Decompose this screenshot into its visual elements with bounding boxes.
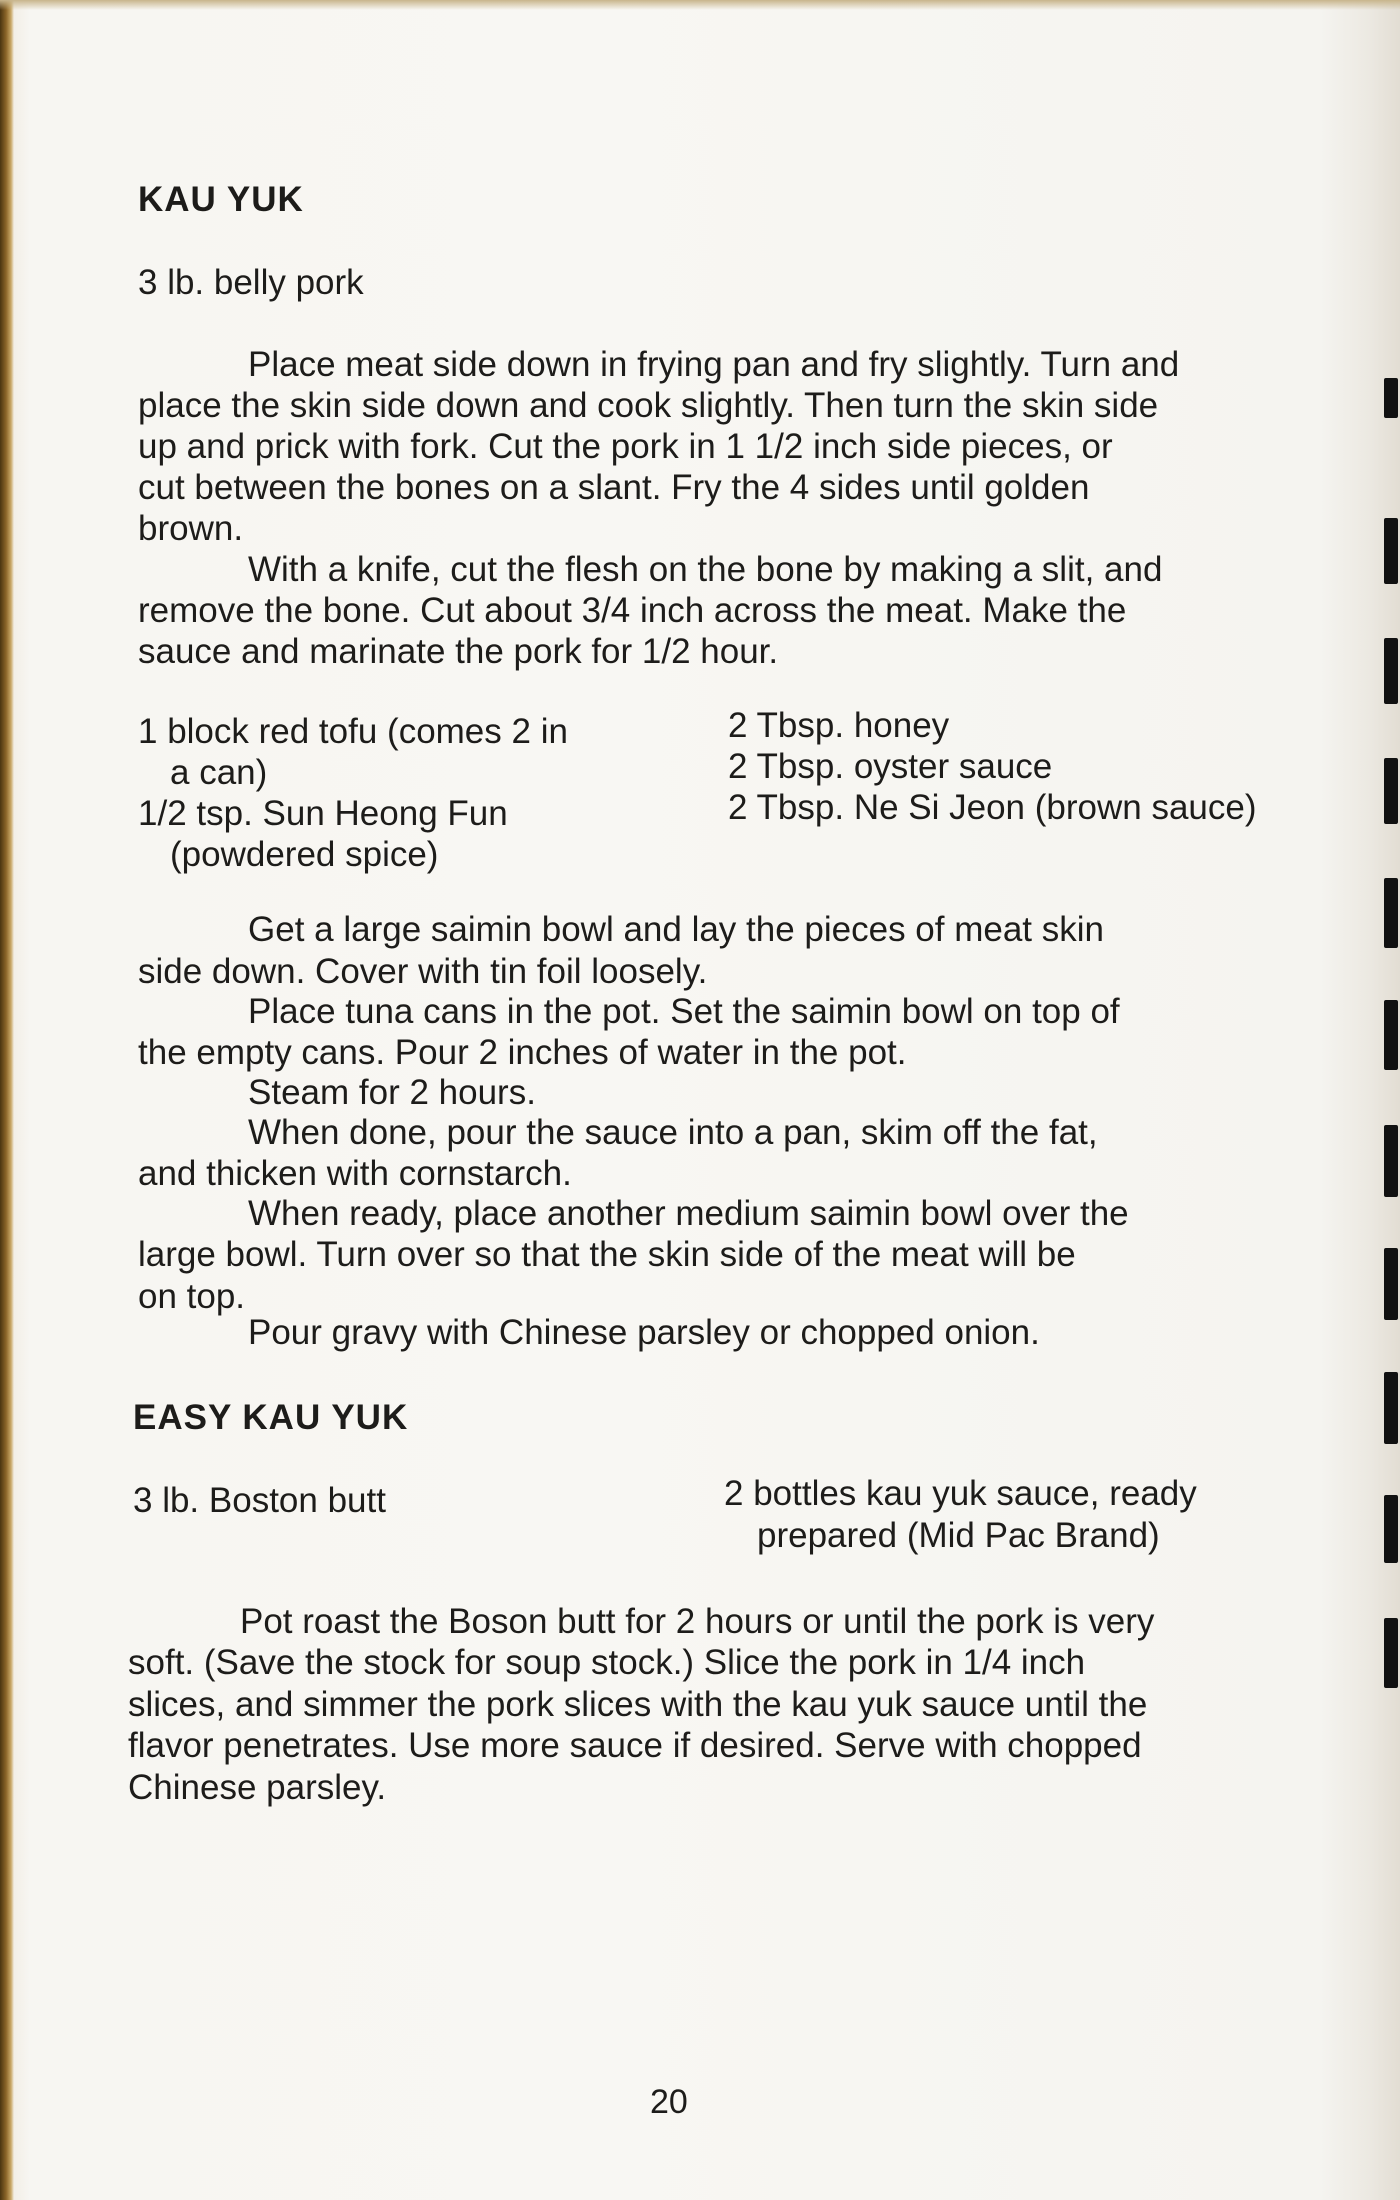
recipe-title: EASY KAU YUK — [133, 1398, 409, 1437]
sauce-ingredient: prepared (Mid Pac Brand) — [757, 1516, 1160, 1555]
instruction-line: the empty cans. Pour 2 inches of water in the pot. — [138, 1033, 907, 1072]
main-ingredient: 3 lb. belly pork — [138, 263, 364, 302]
main-ingredient: 3 lb. Boston butt — [133, 1481, 386, 1520]
recipe-title: KAU YUK — [138, 180, 304, 219]
sauce-ingredient: a can) — [170, 753, 268, 792]
instruction-line: Chinese parsley. — [128, 1768, 387, 1807]
instruction-line: Pour gravy with Chinese parsley or chopped onion. — [248, 1313, 1040, 1352]
sauce-ingredient: 2 Tbsp. oyster sauce — [728, 747, 1053, 786]
instruction-line: soft. (Save the stock for soup stock.) Slice the pork in 1/4 inch — [128, 1643, 1086, 1682]
sauce-ingredient: 2 Tbsp. honey — [728, 706, 950, 745]
instruction-line: on top. — [138, 1277, 246, 1316]
sauce-ingredient: 2 Tbsp. Ne Si Jeon (brown sauce) — [728, 788, 1257, 827]
instruction-line: and thicken with cornstarch. — [138, 1154, 572, 1193]
instruction-line: place the skin side down and cook slightly. Then turn the skin side — [138, 386, 1159, 425]
sauce-ingredient: 2 bottles kau yuk sauce, ready — [724, 1474, 1197, 1513]
instruction-line: With a knife, cut the flesh on the bone by making a slit, and — [248, 550, 1163, 589]
instruction-line: When ready, place another medium saimin bowl over the — [248, 1194, 1129, 1233]
sauce-ingredient: 1 block red tofu (comes 2 in — [138, 712, 568, 751]
instruction-line: remove the bone. Cut about 3/4 inch across the meat. Make the — [138, 591, 1127, 630]
instruction-line: up and prick with fork. Cut the pork in 1 1/2 inch side pieces, or — [138, 427, 1113, 466]
instruction-line: Pot roast the Boson butt for 2 hours or until the pork is very — [240, 1602, 1155, 1641]
instruction-line: brown. — [138, 509, 244, 548]
instruction-line: slices, and simmer the pork slices with the kau yuk sauce until the — [128, 1685, 1148, 1724]
instruction-line: cut between the bones on a slant. Fry the 4 sides until golden — [138, 468, 1090, 507]
instruction-line: Place tuna cans in the pot. Set the saimin bowl on top of — [248, 992, 1120, 1031]
page-number: 20 — [650, 2083, 688, 2121]
instruction-line: Get a large saimin bowl and lay the pieces of meat skin — [248, 910, 1104, 949]
instruction-line: Place meat side down in frying pan and fry slightly. Turn and — [248, 345, 1180, 384]
instruction-line: large bowl. Turn over so that the skin side of the meat will be — [138, 1235, 1076, 1274]
instruction-line: When done, pour the sauce into a pan, skim off the fat, — [248, 1113, 1098, 1152]
instruction-line: sauce and marinate the pork for 1/2 hour. — [138, 632, 779, 671]
sauce-ingredient: (powdered spice) — [170, 835, 439, 874]
sauce-ingredient: 1/2 tsp. Sun Heong Fun — [138, 794, 508, 833]
instruction-line: side down. Cover with tin foil loosely. — [138, 952, 708, 991]
instruction-line: Steam for 2 hours. — [248, 1073, 536, 1112]
instruction-line: flavor penetrates. Use more sauce if desired. Serve with chopped — [128, 1726, 1142, 1765]
